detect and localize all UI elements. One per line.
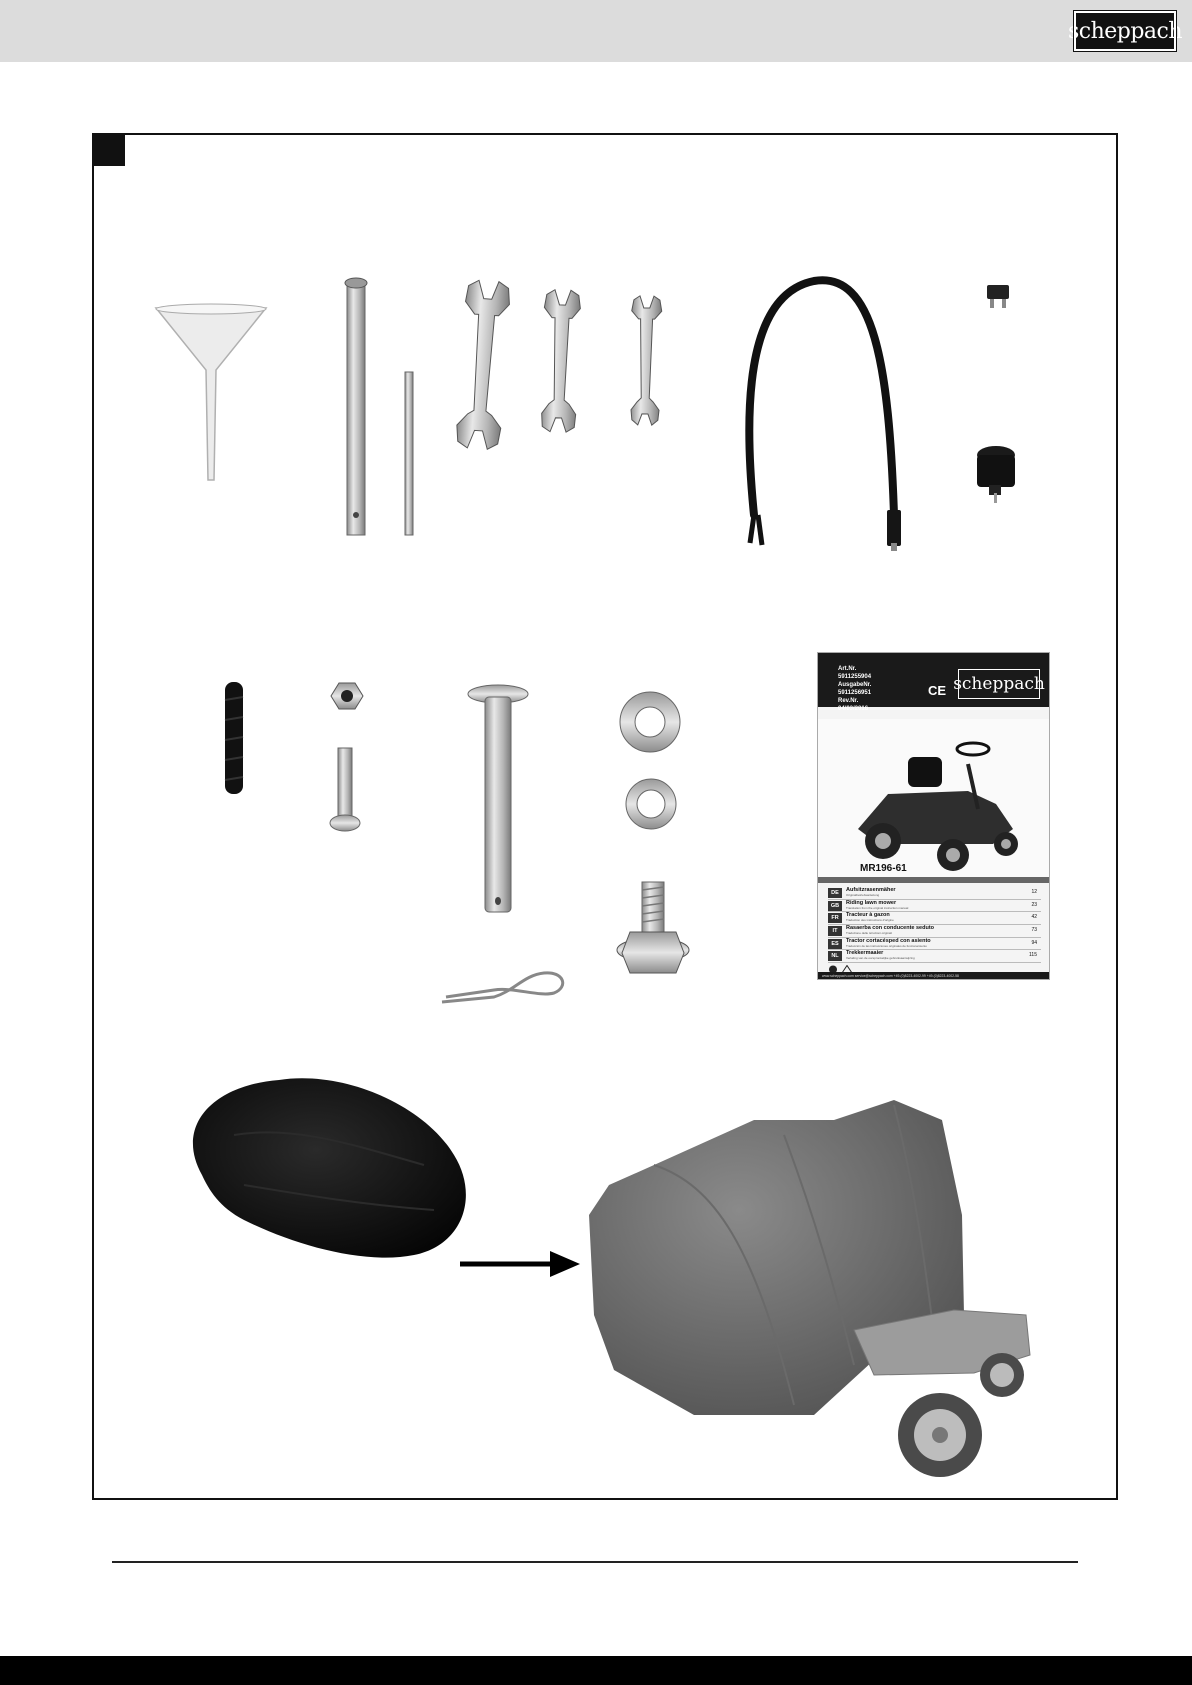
manual-art-nr-label: Art.Nr. <box>838 666 857 672</box>
brand-logo <box>1067 11 1183 51</box>
spark-plug-wrench-icon <box>345 278 367 535</box>
language-title: Tractor cortacésped con asiento <box>846 937 931 944</box>
manual-logo <box>953 669 1045 699</box>
manual-art-nr: 5911255904 <box>838 674 872 680</box>
manual-language-row <box>828 900 1041 913</box>
manual-language-row <box>828 887 1041 900</box>
fuse-icon <box>987 285 1009 308</box>
manual-language-row <box>828 925 1041 938</box>
language-title: Tracteur à gazon <box>846 912 890 919</box>
flat-washer-icon <box>620 692 680 752</box>
spring-washer-icon <box>626 779 676 829</box>
manual-divider <box>818 877 1050 883</box>
cable-icon <box>749 280 901 551</box>
language-code: DE <box>828 888 842 898</box>
language-code: ES <box>828 939 842 949</box>
language-page: 12 <box>1031 889 1037 895</box>
language-title: Aufsitzrasenmäher <box>846 887 896 893</box>
language-subtitle: Traduzione delle istruzioni originali <box>846 931 892 936</box>
operating-manual-cover <box>817 652 1050 980</box>
manual-logo-text: scheppach <box>953 674 1045 694</box>
language-subtitle: Vertaling van de oorspronkelijke gebruiksaanwijzing <box>846 956 915 961</box>
manual-footer: www.scheppach.com service@scheppach.com +49-(0)8223-4002-99 +49-(0)8223-4002-58 <box>818 972 1050 980</box>
manual-language-row <box>828 912 1041 925</box>
manual-rev: 04/03/2016 <box>838 706 869 712</box>
language-subtitle: Originalbetriebsanleitung <box>846 893 880 897</box>
language-page: 115 <box>1029 952 1037 959</box>
language-subtitle: Traducción de las instrucciones originales de funcionamiento <box>846 943 927 948</box>
language-page: 94 <box>1031 939 1037 946</box>
manual-ausgabe-label: AusgabeNr. <box>838 682 872 688</box>
language-page: 73 <box>1031 927 1037 934</box>
flange-bolt-icon <box>617 882 689 973</box>
hex-nut-icon <box>331 683 363 709</box>
open-end-wrench-large-icon <box>455 279 511 450</box>
manual-model: MR196-61 <box>860 863 907 874</box>
manual-language-row <box>828 950 1041 963</box>
funnel-icon <box>156 304 266 480</box>
language-code: FR <box>828 913 842 923</box>
rubber-grip-icon <box>225 682 243 794</box>
language-title: Riding lawn mower <box>846 899 897 906</box>
manual-header <box>818 653 1050 712</box>
language-page: 23 <box>1031 901 1037 908</box>
manual-language-row <box>828 938 1041 951</box>
language-code: IT <box>828 926 842 936</box>
tommy-bar-icon <box>405 372 413 535</box>
manual-info <box>838 665 871 713</box>
header-bar <box>0 0 1192 62</box>
language-code: NL <box>828 951 842 961</box>
figure-frame <box>92 133 1118 1500</box>
clevis-pin-icon <box>468 685 528 912</box>
language-title: Rasaerba con conducente seduto <box>846 925 935 932</box>
fuse-holder-icon <box>977 446 1015 503</box>
ce-mark: CE <box>928 683 947 698</box>
language-code: GB <box>828 901 842 911</box>
language-subtitle: Traduction des instructions d'origine <box>846 918 894 923</box>
manual-rev-label: Rev.Nr. <box>838 698 859 704</box>
arrow-right-icon <box>460 1251 580 1277</box>
manual-ausgabe: 5911256951 <box>838 690 872 696</box>
footer-rule <box>112 1561 1078 1563</box>
open-end-wrench-medium-icon <box>540 289 581 432</box>
manual-language-list <box>828 887 1041 963</box>
language-title: Trekkermaaier <box>846 950 884 957</box>
r-clip-icon <box>442 973 563 1002</box>
riding-mower-icon <box>818 719 1050 877</box>
language-page: 42 <box>1031 914 1037 921</box>
brand-logo-text: scheppach <box>1067 18 1183 44</box>
bolt-icon <box>330 748 360 831</box>
footer-bar <box>0 1656 1192 1685</box>
open-end-wrench-small-icon <box>630 296 662 426</box>
language-subtitle: Translation from the original instruction manual <box>846 905 909 910</box>
packed-cover-icon <box>193 1078 466 1257</box>
covered-mower-icon <box>589 1100 1030 1477</box>
